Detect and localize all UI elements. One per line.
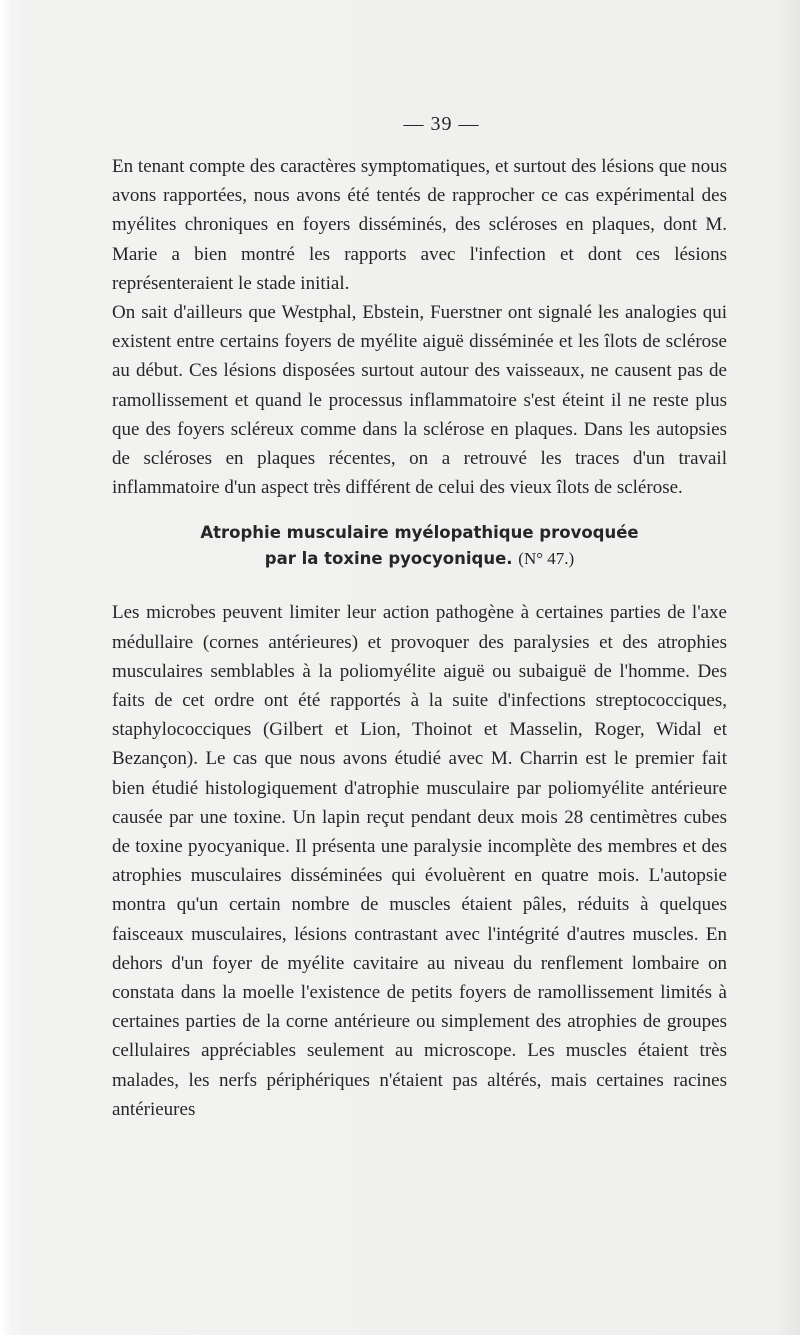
text-block (112, 104, 727, 1124)
section-heading (112, 520, 727, 572)
section-heading-line-2 (112, 546, 727, 572)
section-heading-line-1: Atrophie musculaire myélopathique provoquée (200, 523, 639, 543)
paragraph-3: Les microbes peuvent limiter leur action pathogène à certaines parties de l'axe médullaire (cornes antérieures) et provoquer des paralysies et des atrophies musculaires semblables à la poliomyélite aiguë ou subaiguë de l'homme. Des faits de cet ordre ont été rapportés à la suite d'infections streptococciques, staphylococciques (Gilbert et Lion, Thoinot et Masselin, Roger, Widal et Bezançon). Le cas que nous avons étudié avec M. Charrin est le premier fait bien étudié histologiquement d'atrophie musculaire par poliomyélite antérieure causée par une toxine. Un lapin reçut pendant deux mois 28 centimètres cubes de toxine pyocyanique. Il présenta une paralysie incomplète des membres et des atrophies musculaires disséminées qui évoluèrent en quatre mois. L'autopsie montra qu'un certain nombre de muscles étaient pâles, réduits à quelques faisceaux musculaires, lésions contrastant avec l'intégrité d'autres muscles. En dehors d'un foyer de myélite cavitaire au niveau du renflement lombaire on constata dans la moelle l'existence de petits foyers de ramollissement limités à certaines parties de la corne antérieure ou simplement des atrophies de groupes cellulaires appréciables seulement au microscope. Les muscles étaient très malades, les nerfs périphériques n'étaient pas altérés, mais certaines racines antérieures (112, 602, 727, 1120)
paragraph-2: On sait d'ailleurs que Westphal, Ebstein, Fuerstner ont signalé les analogies qui existent entre certains foyers de myélite aiguë disséminée et les îlots de sclérose au début. Ces lésions disposées surtout autour des vaisseaux, ne causent pas de ramollissement et quand le processus inflammatoire s'est éteint il ne reste plus que des foyers scléreux comme dans la sclérose en plaques. Dans les autopsies de scléroses en plaques récentes, on a retrouvé les traces d'un travail inflammatoire d'un aspect très différent de celui des vieux îlots de sclérose. (112, 302, 727, 499)
paragraph-1: En tenant compte des caractères symptomatiques, et surtout des lésions que nous avons rapportées, nous avons été tentés de rapprocher ce cas expérimental des myélites chroniques en foyers disséminés, des scléroses en plaques, dont M. Marie a bien montré les rapports avec l'infection et dont ces lésions représenteraient le stade initial. (112, 156, 727, 294)
page-number: — 39 — (403, 113, 480, 135)
section-heading-title: par la toxine pyocyonique. (264, 549, 513, 569)
spacer (112, 572, 727, 598)
page-edge (0, 0, 14, 1335)
section-heading-reference: (N° 47.) (518, 549, 575, 569)
